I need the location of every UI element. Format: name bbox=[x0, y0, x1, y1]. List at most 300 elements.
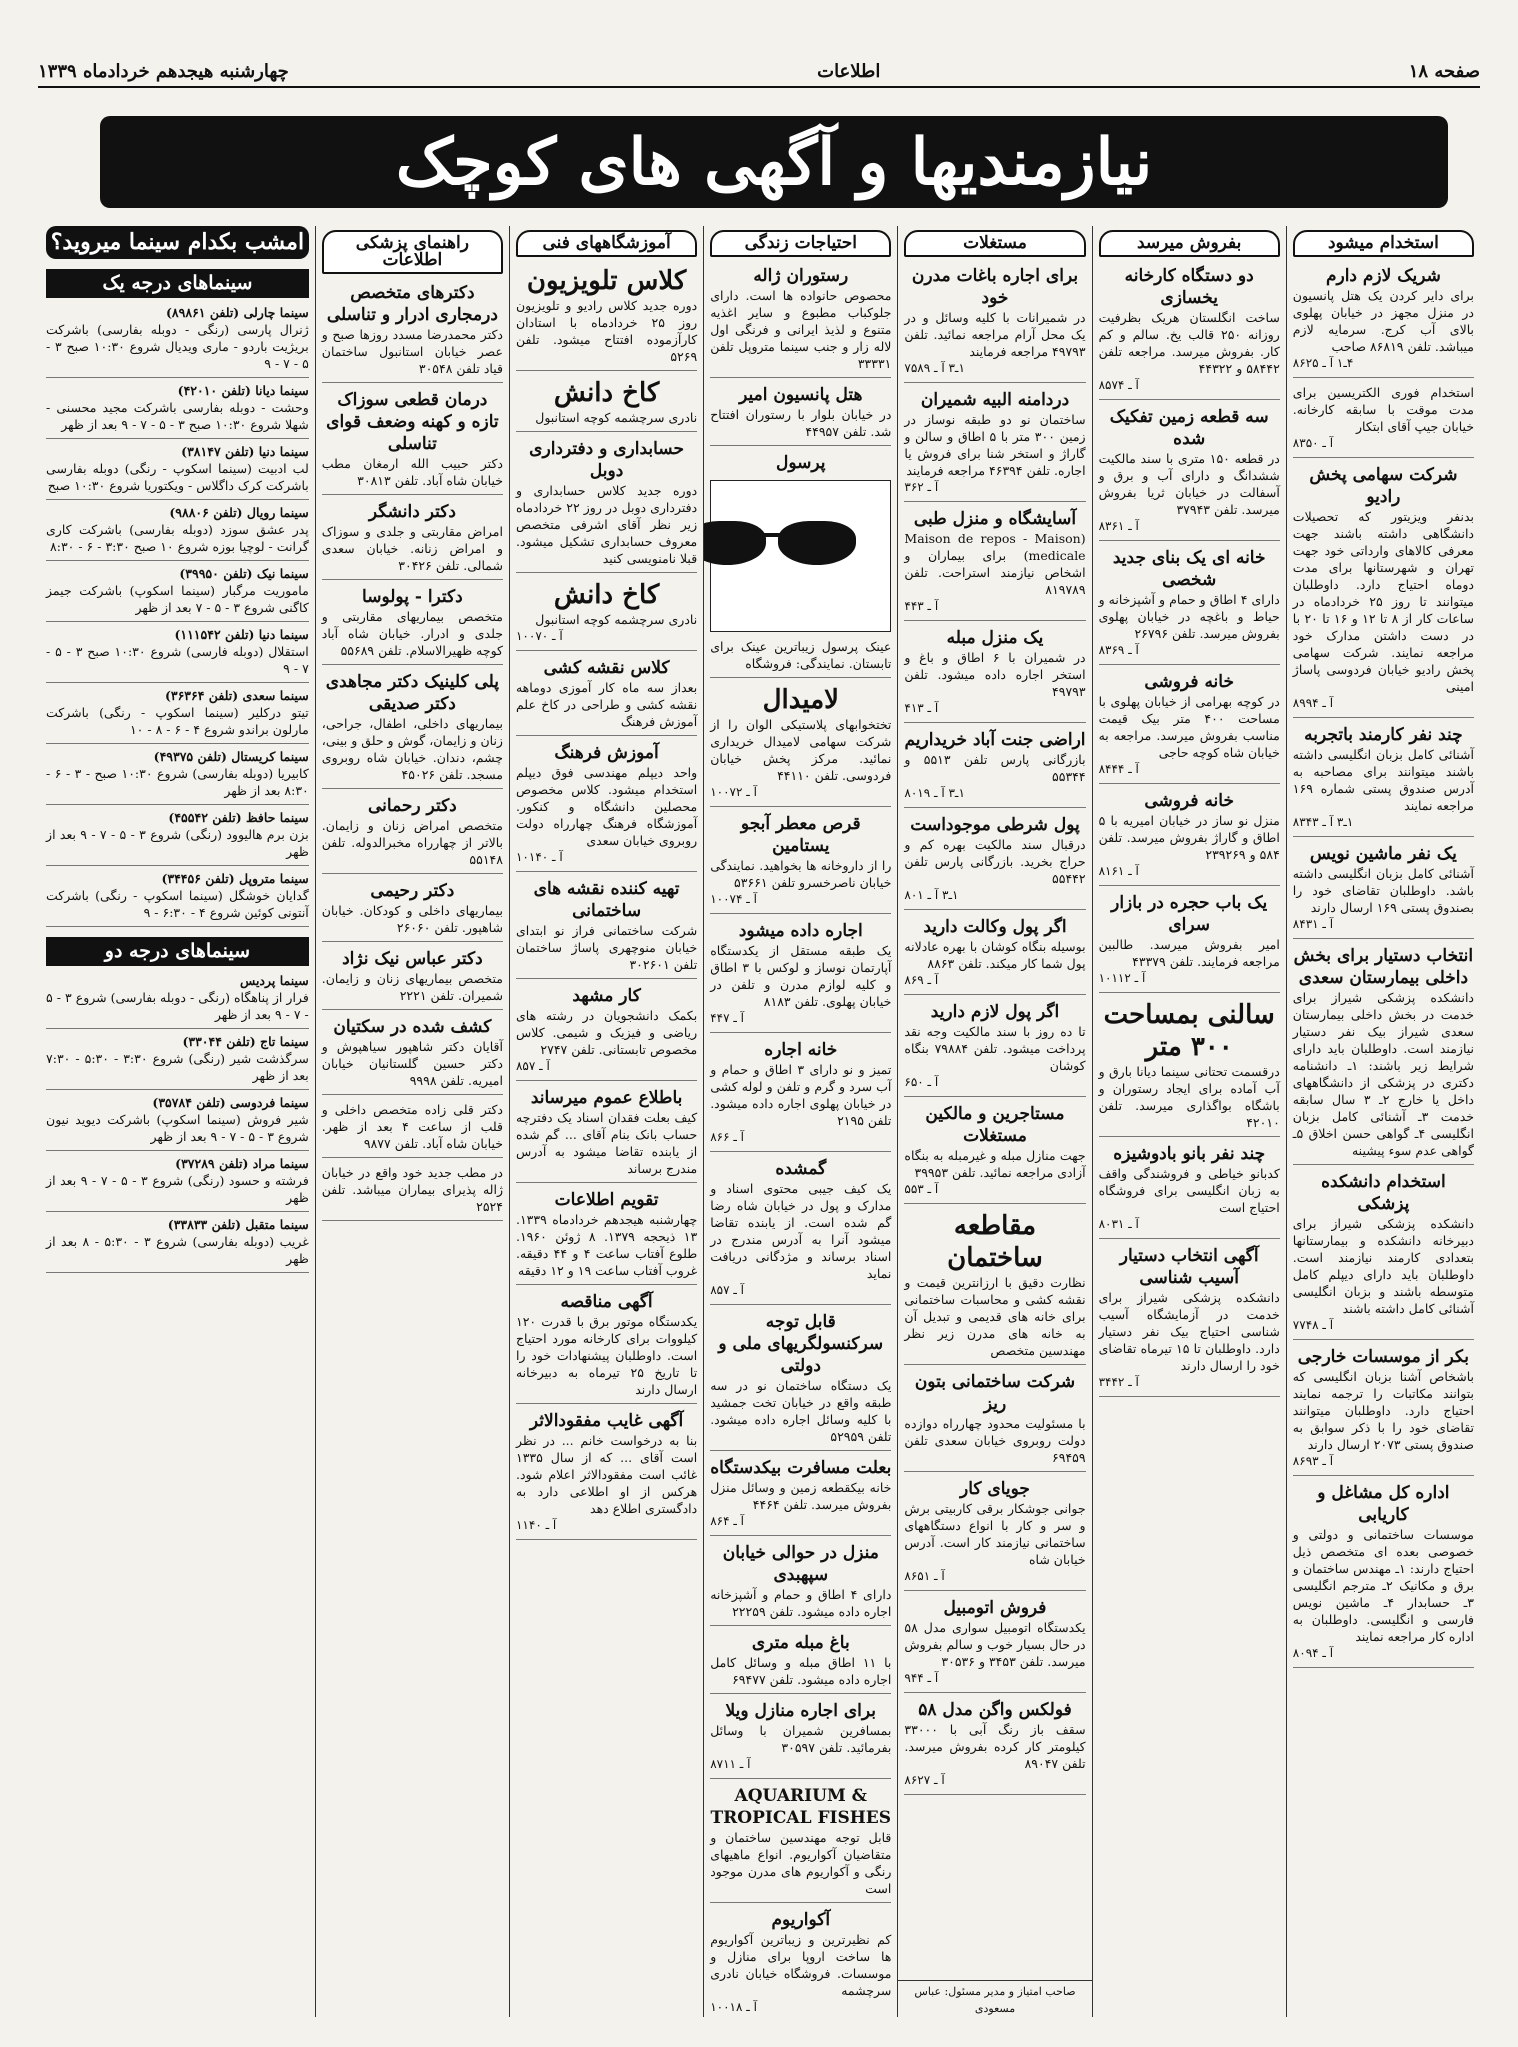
ad-reference: آ ـ ۹۴۴ bbox=[904, 1671, 939, 1685]
ad-text: یک دستگاه ساختمان نو در سه طبقه واقع در خیابان تخت جمشید با کلیه وسائل اجاره داده میشود. تلفن ۵۲۹۵۹ bbox=[710, 1378, 892, 1444]
ad-text: ساختمان نو دو طبقه نوساز در زمین ۳۰۰ متر با ۵ اطاق و سالن و گاراژ و استخر شنا برای فروش یا اجاره. تلفن ۴۶۳۹۴ مراجعه فرمایند bbox=[904, 412, 1086, 478]
ad-title: سینما متقبل (تلفن ۳۳۸۳۳) bbox=[167, 1217, 309, 1232]
ad-reference: آ ـ ۸۶۴ bbox=[710, 1514, 745, 1528]
ad-title: درمان قطعی سوزاک تازه و کهنه وضعف قوای تناسلی bbox=[326, 390, 499, 454]
ad-title: استخدام دانشکده پزشکی bbox=[1321, 1172, 1446, 1214]
classified-ad bbox=[710, 1909, 891, 2017]
ad-text: بزن برم هالیوود (رنگی) شروع ۳ - ۵ - ۷ - ۹ بعد از ظهر bbox=[46, 827, 309, 859]
classified-ad bbox=[322, 795, 503, 874]
ad-reference: آ ـ ۸۶۵۱ bbox=[904, 1569, 945, 1583]
ad-text: امیر بفروش میرسد. طالبین مراجعه فرمایند. تلفن ۴۳۳۷۹ bbox=[1098, 937, 1280, 969]
ad-text: جوانی جوشکار برقی کاربیتی برش و سر و کار با انواع دستگاههای ساختمانی نیازمند کار است. آدرس خیابان شاه bbox=[904, 1501, 1086, 1567]
ad-title: هتل پانسیون امیر bbox=[739, 385, 863, 405]
classified-ad bbox=[710, 1158, 891, 1305]
classified-ad bbox=[1293, 1346, 1474, 1476]
ad-text: در شمیران با ۶ اطاق و باغ و استخر اجاره داده میشود. تلفن ۴۹۷۹۳ bbox=[904, 650, 1086, 699]
classified-ad bbox=[322, 948, 503, 1010]
ad-text: بنا به درخواست خانم ... در نظر است آقای ... که از سال ۱۳۳۵ غائب است مفقودالاثر اعلام شود. هرکس از او اطلاعی دارد به دادگستری اطلاع دهد bbox=[515, 1433, 698, 1516]
ad-title: سینما مراد (تلفن ۳۷۲۸۹) bbox=[175, 1156, 309, 1171]
ad-title: تهیه کننده نقشه های ساختمانی bbox=[533, 879, 680, 921]
ad-title: شریک لازم دارم bbox=[1325, 266, 1441, 286]
ad-title: AQUARIUM & TROPICAL FISHES bbox=[710, 1786, 892, 1828]
ad-text: را از داروخانه ها بخواهید. نمایندگی خیابان ناصرخسرو تلفن ۵۳۶۶۱ bbox=[710, 858, 892, 890]
ad-title: کار مشهد bbox=[572, 986, 641, 1006]
ad-title: اگر پول وکالت دارید bbox=[923, 917, 1067, 937]
ad-reference: آ ـ ۱۰۱۱۲ bbox=[1098, 971, 1146, 985]
ad-text: در شمیرانات با کلیه وسائل و در یک محل آرام مراجعه نمائید. تلفن ۴۹۷۹۳ مراجعه فرمایند bbox=[904, 310, 1086, 359]
classified-ad bbox=[710, 265, 891, 378]
ad-text: باشخاص آشنا بزبان انگلیسی که بتوانند مکاتبات را ترجمه نمایند احتیاج دارد. داوطلبان میتوانند تقاضای خود را با ذکر سوابق به صندوق پستی ۲۰۷۳ ارسال دارند bbox=[1292, 1369, 1474, 1452]
ad-text: بازرگانی پارس تلفن ۵۵۱۳ و ۵۵۳۴۴ bbox=[904, 752, 1086, 784]
column-6 bbox=[315, 226, 509, 2017]
ad-reference: آ ـ ۸۶۹ bbox=[904, 973, 939, 987]
ad-title: رستوران ژاله bbox=[753, 266, 849, 286]
page-number: صفحه ۱۸ bbox=[1408, 60, 1480, 82]
ad-reference: آ ـ ۸۵۷ bbox=[515, 1059, 550, 1073]
ad-text: بوسیله بنگاه کوشان با بهره عادلانه پول شما کار میکند. تلفن ۸۸۶۳ bbox=[904, 939, 1086, 971]
ad-title: سینما چارلی (تلفن ۸۹۸۶۱) bbox=[166, 305, 309, 320]
ad-title: آگهی انتخاب دستیار آسیب شناسی bbox=[1119, 1246, 1259, 1288]
cinema-listing bbox=[46, 1216, 309, 1273]
ad-text: آشنائی کامل بزبان انگلیسی داشته باشد. داوطلبان تقاضای خود را بصندوق پستی ۱۶۹ ارسال دارند bbox=[1292, 866, 1474, 915]
cinema-subheading-2: سینماهای درجه دو bbox=[46, 937, 309, 966]
ad-reference: آ ـ ۱۰۰۷۰ bbox=[515, 629, 563, 643]
classified-ad bbox=[516, 742, 697, 872]
classified-ad bbox=[904, 1371, 1085, 1472]
ad-text: سقف باز رنگ آبی با ۳۳۰۰۰ کیلومتر کار کرده بفروش میرسد. تلفن ۸۹۰۴۷ bbox=[904, 1722, 1086, 1771]
ad-title: آموزش فرهنگ bbox=[554, 743, 659, 763]
ad-text: خانه بیکقطعه زمین و وسائل منزل بفروش میرسد. تلفن ۴۴۶۴ bbox=[710, 1480, 892, 1512]
ad-title: اداره کل مشاغل و کاریابی bbox=[1317, 1483, 1450, 1525]
ad-text: کیف بعلت فقدان اسناد یک دفترچه حساب بانک بنام آقای ... گم شده از یابنده تقاضا میشود به آدرس مندرج برساند bbox=[515, 1110, 698, 1176]
ad-reference: آ ـ ۸۵۷ bbox=[710, 1283, 745, 1297]
classified-ad bbox=[710, 452, 891, 678]
ad-title: انتخاب دستیار برای بخش داخلی بیمارستان سعدی bbox=[1293, 946, 1474, 988]
classified-ad bbox=[322, 389, 503, 495]
ad-text: دانشکده پزشکی شیراز برای دبیرخانه دانشکده و بیمارستانها بتعدادی کارمند نیازمند است. داوطلبان باید دارای دیپلم کامل متوسطه باشند و بزبان انگلیسی آشنائی کامل داشته باشند bbox=[1292, 1216, 1474, 1316]
ad-text: تمیز و نو دارای ۳ اطاق و حمام و آب سرد و گرم و تلفن و لوله کشی در خیابان پهلوی اجاره داده میشود. تلفن ۲۱۹۵ bbox=[710, 1062, 892, 1128]
ad-reference: آ ـ ۸۹۹۴ bbox=[1292, 696, 1334, 710]
classified-ad bbox=[904, 814, 1085, 910]
ad-text: بمسافرین شمیران با وسائل بفرمائید. تلفن ۳۰۵۹۷ bbox=[710, 1723, 892, 1755]
ad-reference: آ ـ ۵۵۳ bbox=[904, 1182, 939, 1196]
classified-ad bbox=[904, 1478, 1085, 1591]
classified-ad bbox=[904, 1001, 1085, 1097]
ad-title: اجاره داده میشود bbox=[738, 921, 863, 941]
ad-title: کلاس تلویزیون bbox=[526, 266, 687, 296]
ad-title: آگهی مناقصه bbox=[560, 1292, 653, 1312]
ad-text: واحد دیپلم مهندسی فوق دیپلم استخدام میشود. کلاس مخصوص محصلین دانشگاه و کنکور. آموزشگاه فرهنگ چهارراه دولت روبروی خیابان سعدی bbox=[515, 765, 698, 848]
cinema-subheading: سینماهای درجه یک bbox=[46, 269, 309, 298]
section-heading: مستغلات bbox=[904, 230, 1085, 257]
cinema-heading: امشب بکدام سینما میروید؟ bbox=[46, 226, 309, 259]
ad-text: با ۱۱ اطاق مبله و وسائل کامل اجاره داده میشود. تلفن ۶۹۴۷۷ bbox=[710, 1655, 892, 1687]
classified-ad bbox=[1293, 945, 1474, 1165]
ad-text: قابل توجه مهندسین ساختمان و متقاضیان آکواریوم. انواع ماهیهای رنگی و آکواریوم های مدرن موجود است bbox=[710, 1830, 892, 1896]
ad-title: یک نفر ماشین نویس bbox=[1309, 844, 1457, 864]
classified-ad bbox=[322, 1016, 503, 1095]
ad-title: گمشده bbox=[775, 1159, 827, 1179]
ad-reference: آ ـ ۸۰۹۴ bbox=[1292, 1646, 1334, 1660]
classified-ad bbox=[1099, 1245, 1280, 1397]
cinema-listing bbox=[46, 1033, 309, 1090]
ad-text: دوره جدید کلاس حسابداری و دفترداری دوبل در روز ۲۲ خردادماه زیر نظر آقای اشرفی متخصص معروف حسابداری تشکیل میشود. قبلا نامنویسی کنید bbox=[515, 483, 698, 566]
ad-reference: آ ـ ۸۴۳۱ bbox=[1292, 917, 1334, 931]
banner-title: نیازمندیها و آگهی های کوچک bbox=[395, 124, 1153, 200]
section-heading: آموزشگاههای فنی bbox=[516, 230, 697, 257]
ad-title: سینما حافظ (تلفن ۴۵۵۴۲) bbox=[168, 810, 309, 825]
ad-title: سینما فردوسی (تلفن ۳۵۷۸۴) bbox=[152, 1095, 309, 1110]
column-7 bbox=[40, 226, 315, 2017]
bridge-icon bbox=[764, 533, 780, 537]
ad-reference: ۱ـ۳ آ ـ ۸۰۱ bbox=[904, 888, 959, 902]
ad-text: در قطعه ۱۵۰ متری با سند مالکیت ششدانگ و دارای آب و برق و آسفالت در خیابان ثریا بفروش میرسد. تلفن ۳۷۹۴۳ bbox=[1098, 451, 1280, 517]
ad-text: یک طبقه مستقل از یکدستگاه آپارتمان نوساز و لوکس با ۳ اطاق و کلیه لوازم مدرن و تلفن در خیابان پهلوی. تلفن ۸۱۸۳ bbox=[710, 943, 892, 1009]
ad-reference: آ ـ ۳۶۲ bbox=[904, 480, 939, 494]
classified-ad bbox=[904, 1597, 1085, 1693]
ad-title: آگهی غایب مفقودالاثر bbox=[529, 1411, 684, 1431]
classified-ad bbox=[1099, 892, 1280, 993]
ad-title: پرسول bbox=[776, 453, 826, 473]
ad-text: دوره جدید کلاس رادیو و تلویزیون روز ۲۵ خردادماه با استادان کارآزموده افتتاح میشود. تلفن ۵۲۶۹ bbox=[515, 298, 698, 364]
lens-icon bbox=[703, 521, 766, 565]
classified-ad bbox=[322, 282, 503, 383]
ad-text: موسسات ساختمانی و دولتی و خصوصی بعده ای متخصص ذیل احتیاج دارند: ۱ـ مهندس ساختمان و برق و مکانیک ۲ـ مترجم انگلیسی ۳ـ حسابدار ۴ـ ماشین نویس فارسی و انگلیسی. داوطلبان به اداره کار مراجعه نمایند bbox=[1292, 1527, 1474, 1644]
ad-text: نادری سرچشمه کوچه استانبول bbox=[535, 612, 698, 627]
ad-title: کشف شده در سکتیان bbox=[333, 1017, 492, 1037]
ad-text: غریب (دوبله بفارسی) شروع ۳ - ۵:۳۰ - ۸ بعد از ظهر bbox=[46, 1234, 309, 1266]
classified-ad bbox=[1099, 671, 1280, 784]
classified-ad bbox=[1099, 999, 1280, 1137]
classified-ad bbox=[322, 1101, 503, 1158]
ad-text: یکدستگاه اتومبیل سواری مدل ۵۸ در حال بسیار خوب و سالم بفروش میرسد. تلفن ۳۴۵۳ و ۳۰۵۳۶ bbox=[904, 1620, 1086, 1669]
ad-text: استقلال (دوبله فارسی) شروع ۱۰:۳۰ صبح ۳ - ۵ - ۷ - ۹ bbox=[46, 644, 309, 676]
classified-ad bbox=[904, 265, 1085, 383]
ad-title: سینما دنیا (تلفن ۳۸۱۴۷) bbox=[181, 444, 309, 459]
ad-reference: آ ـ ۴۱۳ bbox=[904, 701, 939, 715]
ad-text: برای دایر کردن یک هتل پانسیون در منزل مجهز در خیابان پهلوی بالای آب کرج. سرمایه لازم میباشد. تلفن ۸۶۸۱۹ صاحب bbox=[1292, 288, 1474, 354]
classified-ad bbox=[516, 1291, 697, 1404]
column-4 bbox=[703, 226, 897, 2017]
ad-title: سینما رویال (تلفن ۹۸۸۰۶) bbox=[169, 505, 309, 520]
page-header bbox=[38, 56, 1480, 88]
ad-text: دکتر قلی زاده متخصص داخلی و قلب از ساعت ۴ بعد از ظهر. خیابان شاه آباد. تلفن ۹۸۷۷ bbox=[321, 1102, 503, 1151]
ad-title: مقاطعه ساختمان bbox=[947, 1211, 1043, 1273]
cinema-listing bbox=[46, 809, 309, 866]
ad-reference: ۱ـ۳ آ ـ ۸۰۱۹ bbox=[904, 786, 965, 800]
ad-text: امراض مقاربتی و جلدی و سوزاک و امراض زنانه. خیابان سعدی شمالی. تلفن ۳۰۴۲۶ bbox=[321, 524, 503, 573]
ad-reference: آ ـ ۱۱۴۰ bbox=[515, 1518, 557, 1532]
ad-title: دکتر رحمانی bbox=[368, 796, 457, 816]
ad-text: استخدام فوری الکتریسین برای مدت موقت با سابقه کارخانه. خیابان جیپ آقای ابتکار bbox=[1292, 385, 1474, 434]
ad-reference: آ ـ ۴۴۳ bbox=[904, 599, 939, 613]
column-2 bbox=[1092, 226, 1286, 2017]
ad-reference: آ ـ ۸۳۶۱ bbox=[1098, 519, 1139, 533]
ad-title: سینما دنیا (تلفن ۱۱۱۵۴۲) bbox=[174, 627, 309, 642]
classified-ad bbox=[710, 1457, 891, 1536]
ad-title: فولکس واگن مدل ۵۸ bbox=[918, 1700, 1072, 1720]
cinema-listing bbox=[46, 687, 309, 744]
ad-title: سالنی بمساحت ۳۰۰ متر bbox=[1103, 1000, 1275, 1062]
ad-reference: آ ـ ۸۰۳۱ bbox=[1098, 1217, 1139, 1231]
classified-ad bbox=[1099, 1143, 1280, 1239]
section-heading: احتیاجات زندگی bbox=[710, 230, 891, 257]
sunglasses-image bbox=[710, 480, 891, 632]
ad-title: اراضی جنت آباد خریداریم bbox=[904, 730, 1086, 750]
ad-text: پدر عشق سوزد (دوبله بفارسی) باشرکت کاری گرانت - لوچیا بوزه شروع ۱۰ صبح ۳:۳۰ - ۶ - ۸:۳۰ bbox=[46, 522, 309, 554]
ad-reference: آ ـ ۱۰۰۱۸ bbox=[710, 2000, 757, 2014]
classified-ad bbox=[1293, 384, 1474, 458]
classified-ad bbox=[1293, 464, 1474, 718]
ad-text: درقسمت تحتانی سینما دیانا بارق و آب آماده برای ایجاد رستوران و باشگاه بواگذاری میرسد. تلفن ۴۲۰۱۰ bbox=[1098, 1064, 1280, 1130]
classified-ad bbox=[322, 880, 503, 942]
cinema-listing bbox=[46, 748, 309, 805]
ad-text: بدنفر ویزیتور که تحصیلات دانشگاهی داشته باشند جهت معرفی کالاهای وارداتی خود جهت تهران و شهرستانها برای مدت دوماه احتیاج دارد. داوطلبان میتوانند تا روز ۲۵ خردادماه در ساعات کار از ۸ تا ۱۲ و ۱۶ تا ۲۰ با در دست داشتن مدارک خود مراجعه نمایند. شرکت سهامی پخش رادیو خیابان فردوسی پاساژ امینی bbox=[1292, 509, 1474, 694]
ad-title: دردامنه البیه شمیران bbox=[920, 390, 1070, 410]
ad-text: دکتر حبیب الله ارمغان مطب خیابان شاه آباد. تلفن ۳۰۸۱۳ bbox=[321, 456, 503, 488]
ad-title: پول شرطی موجوداست bbox=[910, 815, 1080, 835]
classified-ad bbox=[1293, 265, 1474, 378]
classified-ad bbox=[710, 920, 891, 1033]
cinema-listing bbox=[46, 304, 309, 378]
ad-title: دکتر دانشگر bbox=[368, 502, 456, 522]
ad-text: فرشته و حسود (رنگی) شروع ۳ - ۵ - ۷ - ۹ بعد از ظهر bbox=[46, 1173, 309, 1205]
ad-title: دکتر عباس نیک نژاد bbox=[342, 949, 483, 969]
ad-text: متخصص امراض زنان و زایمان. بالاتر از چهارراه مخبرالدوله. تلفن ۵۵۱۴۸ bbox=[321, 818, 503, 867]
classified-ad bbox=[1293, 843, 1474, 939]
ad-text: با مسئولیت محدود چهارراه دوازده دولت روبروی خیابان سعدی تلفن ۶۹۴۵۹ bbox=[904, 1416, 1086, 1465]
classified-ad bbox=[710, 813, 891, 914]
ad-title: مستاجرین و مالکین مستغلات bbox=[925, 1104, 1065, 1146]
ad-title: لامیدال bbox=[762, 685, 839, 715]
classified-ad bbox=[710, 1542, 891, 1626]
ad-text: در کوچه بهرامی از خیابان پهلوی با مساحت ۴۰۰ متر بیک قیمت مناسب بفروش میرسد. مراجعه به خیابان شاه کوچه حاجی bbox=[1098, 694, 1280, 760]
ad-title: خانه فروشی bbox=[1144, 672, 1234, 692]
columns-container bbox=[40, 226, 1480, 2017]
classified-ad bbox=[904, 916, 1085, 995]
ad-text: دانشکده پزشکی شیراز برای خدمت در بخش داخلی بیمارستان سعدی شیراز بیک نفر دستیار نیازمند است. داوطلبان باید دارای شرایط زیر باشند: ۱ـ دانشنامه دکتری در پزشکی از دانشگاههای داخل یا خارج ۲ـ ۳ سال سابقه خدمت ۳ـ آشنائی کامل بزبان انگلیسی ۴ـ گواهی حسن اخلاق ۵ـ گواهی عدم سوء پیشینه bbox=[1292, 990, 1474, 1158]
footer-credit: صاحب امتیاز و مدیر مسئول: عباس مسعودی bbox=[898, 1980, 1091, 2017]
ad-text: جهت منازل مبله و غیرمبله به بنگاه آزادی مراجعه نمائید. تلفن ۳۹۹۵۳ bbox=[904, 1148, 1086, 1180]
ad-title: یک منزل مبله bbox=[946, 628, 1044, 648]
cinema-listing bbox=[46, 1094, 309, 1151]
ad-title: منزل در حوالی خیابان سپهبدی bbox=[722, 1543, 879, 1585]
ad-title: یک باب حجره در بازار سرای bbox=[1111, 893, 1268, 935]
ad-text: در مطب جدید خود واقع در خیابان ژاله پذیرای بیماران میباشد. تلفن ۲۵۲۴ bbox=[321, 1165, 503, 1214]
ad-text: شیر فروش (سینما اسکوپ) باشرکت دیوید نیون شروع ۳ - ۵ - ۷ - ۹ بعد از ظهر bbox=[46, 1112, 309, 1144]
classified-ad bbox=[710, 1700, 891, 1779]
ad-text: فرار از پناهگاه (رنگی - دوبله بفارسی) شروع ۳ - ۵ - ۷ - ۹ بعد از ظهر bbox=[46, 990, 309, 1022]
ad-text: کدبانو خیاطی و فروشندگی واقف به زبان انگلیسی برای فروشگاه احتیاج است bbox=[1098, 1166, 1280, 1215]
ad-title: اگر پول لازم دارید bbox=[930, 1002, 1060, 1022]
ad-title: چند نفر کارمند باتجربه bbox=[1304, 725, 1463, 745]
ad-reference: آ ـ ۸۳۵۰ bbox=[1292, 436, 1334, 450]
ad-text: کم نظیرترین و زیباترین آکواریوم ها ساخت اروپا برای منازل و موسسات. فروشگاه خیابان نادری سرچشمه bbox=[710, 1932, 892, 1998]
classified-ad bbox=[904, 1103, 1085, 1204]
ad-text: آقایان دکتر شاهپور سیاهپوش و دکتر حسین گلستانیان خیابان امیریه. تلفن ۹۹۹۸ bbox=[321, 1039, 503, 1088]
classified-ad bbox=[1293, 724, 1474, 837]
ad-reference: آ ـ ۸۵۷۴ bbox=[1098, 378, 1139, 392]
classified-ad bbox=[322, 501, 503, 580]
ad-text: تا ده روز با سند مالکیت وجه نقد پرداخت میشود. تلفن ۷۹۸۸۴ بنگاه کوشان bbox=[904, 1024, 1086, 1073]
ad-title: سینما کریستال (تلفن ۴۹۳۷۵) bbox=[153, 749, 309, 764]
classified-ad bbox=[710, 384, 891, 446]
classified-ad bbox=[516, 878, 697, 979]
cinema-listing bbox=[46, 626, 309, 683]
column-1 bbox=[1286, 226, 1480, 2017]
ad-reference: ۱ـ۳ آ ـ ۷۵۸۹ bbox=[904, 361, 965, 375]
classified-ad bbox=[710, 1632, 891, 1694]
ad-title: دکترا - پولوسا bbox=[362, 587, 463, 607]
column-3 bbox=[897, 226, 1091, 2017]
ad-title: سه قطعه زمین تفکیک شده bbox=[1109, 407, 1269, 449]
ad-title: چند نفر بانو بادوشیزه bbox=[1113, 1144, 1266, 1164]
classified-ad bbox=[904, 508, 1085, 621]
issue-date: چهارشنبه هیجدهم خردادماه ۱۳۳۹ bbox=[38, 60, 289, 82]
ad-title: فروش اتومبیل bbox=[943, 1598, 1047, 1618]
classified-ad bbox=[1293, 1482, 1474, 1668]
ad-reference: آ ـ ۸۶۹۳ bbox=[1292, 1454, 1334, 1468]
ad-title: سینما دیانا (تلفن ۴۲۰۱۰) bbox=[177, 383, 309, 398]
ad-text: یکدستگاه موتور برق با قدرت ۱۲۰ کیلووات برای کارخانه مورد احتیاج است. داوطلبان پیشنهادات خود را تا تاریخ ۲۵ تیرماه به دبیرخانه ارسال دارند bbox=[515, 1314, 698, 1397]
ad-title: دکتر رحیمی bbox=[370, 881, 455, 901]
classifieds-banner bbox=[100, 116, 1448, 208]
ad-title: سینما سعدی (تلفن ۳۶۳۶۴) bbox=[164, 688, 309, 703]
lens-icon bbox=[778, 521, 856, 565]
classified-ad bbox=[516, 1410, 697, 1540]
ad-text: یک کیف جیبی محتوی اسناد و مدارک و پول در خیابان شاه رضا گم شده است. از یابنده تقاضا میشود آنرا به آدرس مندرج در اسناد برساند و مژدگانی دریافت نماید bbox=[710, 1181, 892, 1281]
ad-title: سینما پردیس bbox=[240, 973, 309, 988]
ad-title: شرکت ساختمانی بتون ریز bbox=[914, 1372, 1076, 1414]
ad-text: سرگذشت شیر (رنگی) شروع ۳:۳۰ - ۵:۳۰ - ۷:۳۰ بعد از ظهر bbox=[46, 1051, 309, 1083]
ad-title: بکر از موسسات خارجی bbox=[1297, 1347, 1470, 1367]
classified-ad bbox=[322, 1164, 503, 1221]
ad-title: برای اجاره باغات مدرن خود bbox=[911, 266, 1079, 308]
ad-text: شرکت ساختمانی فراز نو ابتدای خیابان منوچهری پاساژ ساختمان تلفن ۳۰۲۶۰۱ bbox=[515, 923, 698, 972]
ad-reference: آ ـ ۸۱۶۱ bbox=[1098, 864, 1139, 878]
ad-text: لب ادبیت (سینما اسکوپ - رنگی) دوبله بفارسی باشرکت کرک داگلاس - ویکتوریا شروع ۱۰:۳۰ صبح bbox=[46, 461, 309, 493]
ad-title: شرکت سهامی پخش رادیو bbox=[1309, 465, 1458, 507]
ad-text: دانشکده پزشکی شیراز برای خدمت در آزمایشگاه آسیب شناسی احتیاج بیک نفر دستیار دارد. داوطلبان تا ۱۵ تیرماه تقاضای خود را ارسال دارند bbox=[1098, 1290, 1280, 1373]
ad-reference: آ ـ ۸۷۱۱ bbox=[710, 1757, 751, 1771]
classified-ad bbox=[904, 729, 1085, 808]
paper-name: اطلاعات bbox=[817, 60, 881, 82]
ad-text: ژنرال پارسی (رنگی - دوبله بفارسی) باشرکت بریژیت باردو - ماری ویدیال شروع ۱۰:۳۰ صبح ۳ - ۵ - ۷ - ۹ bbox=[46, 322, 309, 371]
ad-text: متخصص بیماریهای زنان و زایمان. شمیران. تلفن ۲۲۲۱ bbox=[321, 971, 503, 1003]
ad-text: نادری سرچشمه کوچه استانبول bbox=[535, 410, 698, 425]
ad-title: آکواریوم bbox=[771, 1910, 831, 1930]
ad-reference: آ ـ ۸۶۲۷ bbox=[904, 1773, 945, 1787]
cinema-listing bbox=[46, 972, 309, 1029]
ad-text: دکتر محمدرضا مسدد روزها صبح و عصر خیابان استانبول ساختمان قیاد تلفن ۳۰۵۴۸ bbox=[321, 327, 503, 376]
ad-text: وحشت - دوبله بفارسی باشرکت مجید محسنی - شهلا شروع ۱۰:۳۰ صبح ۳ - ۵ - ۷ - ۹ بعد از ظهر bbox=[46, 400, 309, 432]
classified-ad bbox=[710, 1311, 891, 1451]
classified-ad bbox=[1099, 406, 1280, 541]
ad-title: حسابداری و دفترداری دوبل bbox=[529, 439, 684, 481]
ad-text: کابیریا (دوبله بفارسی) شروع ۱۰:۳۰ صبح - ۳ - ۶ - ۸:۳۰ بعد از ظهر bbox=[46, 766, 309, 798]
ad-reference: ۴ـ۱ آ ـ ۸۶۲۵ bbox=[1292, 356, 1354, 370]
classified-ad bbox=[1293, 1171, 1474, 1340]
cinema-listing bbox=[46, 870, 309, 927]
ad-title: خانه فروشی bbox=[1144, 791, 1234, 811]
column-5 bbox=[509, 226, 703, 2017]
ad-reference: آ ـ ۸۶۶ bbox=[710, 1130, 745, 1144]
ad-title: باغ مبله متری bbox=[751, 1633, 850, 1653]
ad-title: قرص معطر آبجو یستامین bbox=[740, 814, 861, 856]
classified-ad bbox=[516, 1189, 697, 1285]
section-heading: استخدام میشود bbox=[1293, 230, 1474, 257]
classified-ad bbox=[904, 1699, 1085, 1795]
ad-text: محصوص حانواده ها است. دارای جلوکباب مطبوع و سایر اغذیه متنوع و لذیذ ایرانی و فرنگی اول لاله زار و جنب سینما متروپل تلفن ۳۳۳۳۱ bbox=[710, 288, 892, 371]
ad-text: بعداز سه ماه کار آموزی دوماهه نقشه کشی و طراحی در کاخ علم آموزش فرهنگ bbox=[515, 680, 698, 729]
ad-text: چهارشنبه هیجدهم خردادماه ۱۳۳۹. ۱۳ ذیحجه ۱۳۷۹. ۸ ژوئن ۱۹۶۰. طلوع آفتاب ساعت ۴ و ۴۴ دقیقه. غروب آفتاب ساعت ۱۹ و ۱۲ دقیقه bbox=[515, 1212, 698, 1278]
ad-reference: ۱ـ۳ آ ـ ۸۳۴۳ bbox=[1292, 815, 1354, 829]
ad-title: کلاس نقشه کشی bbox=[543, 658, 670, 678]
ad-text: بکمک دانشجویان در رشته های ریاضی و فیزیک و شیمی. کلاس مخصوص تابستانی. تلفن ۲۷۴۷ bbox=[515, 1008, 698, 1057]
ad-title: خانه ای یک بنای جدید شخصی bbox=[1112, 548, 1266, 590]
ad-text: تیتو درکلیر (سینما اسکوپ - رنگی) باشرکت مارلون براندو شروع ۴ - ۶ - ۸ - ۱۰ bbox=[46, 705, 309, 737]
cinema-listing bbox=[46, 1155, 309, 1212]
ad-reference: آ ـ ۷۷۴۸ bbox=[1292, 1318, 1334, 1332]
cinema-listing bbox=[46, 565, 309, 622]
ad-title: سینما نیک (تلفن ۳۹۹۵۰) bbox=[179, 566, 309, 581]
classified-ad bbox=[516, 657, 697, 736]
ad-reference: آ ـ ۸۴۴۴ bbox=[1098, 762, 1139, 776]
classified-ad bbox=[516, 1087, 697, 1183]
ad-title: دکترهای متخصص درمجاری ادرار و تناسلی bbox=[326, 283, 498, 325]
cinema-listing bbox=[46, 443, 309, 500]
ad-title: کاخ دانش bbox=[553, 580, 660, 610]
classified-ad bbox=[516, 438, 697, 573]
classified-ad bbox=[516, 985, 697, 1081]
cinema-listing bbox=[46, 382, 309, 439]
ad-reference: آ ـ ۱۰۰۷۲ bbox=[710, 785, 757, 799]
ad-reference: آ ـ ۱۰۱۴۰ bbox=[515, 850, 563, 864]
classified-ad bbox=[710, 684, 891, 807]
ad-title: بعلت مسافرت بیکدستگاه bbox=[710, 1458, 892, 1478]
ad-text: ساخت انگلستان هریک بظرفیت روزانه ۲۵۰ قالب یخ. سالم و کم کار. بفروش میرسد. مراجعه تلفن ۵۸۴۴۲ و ۴۴۳۲۲ bbox=[1098, 310, 1280, 376]
ad-title: برای اجاره منازل ویلا bbox=[725, 1701, 877, 1721]
ad-title: باطلاع عموم میرساند bbox=[530, 1088, 683, 1108]
classified-ad bbox=[904, 1210, 1085, 1365]
classified-ad bbox=[904, 627, 1085, 723]
ad-title: سینما متروپل (تلفن ۳۴۴۵۶) bbox=[161, 871, 309, 886]
classified-ad bbox=[322, 671, 503, 789]
ad-text: گدایان خوشگل (سینما اسکوپ - رنگی) باشرکت آنتونی کوئین شروع ۴ - ۶:۳۰ - ۹ bbox=[46, 888, 309, 920]
ad-text: آشنائی کامل بزبان انگلیسی داشته باشند میتوانند برای مصاحبه به آدرس صندوق پستی شماره ۱۶۹ مراجعه نمایند bbox=[1292, 747, 1474, 813]
ad-text: منزل نو ساز در خیابان امیریه با ۵ اطاق و گاراژ بفروش میرسد. تلفن ۵۸۴ و ۲۳۹۲۶۹ bbox=[1098, 813, 1280, 862]
classified-ad bbox=[904, 389, 1085, 502]
ad-title: سینما تاج (تلفن ۳۳۰۴۴) bbox=[182, 1034, 309, 1049]
ad-text: متخصص بیماریهای مقاربتی و جلدی و ادرار. خیابان شاه آباد کوچه ظهیرالاسلام. تلفن ۵۵۶۸۹ bbox=[321, 609, 503, 658]
section-heading: راهنمای پزشکی اطلاعات bbox=[322, 230, 503, 274]
ad-title: پلی کلینیک دکتر مجاهدی دکتر صدیقی bbox=[325, 672, 499, 714]
classified-ad bbox=[322, 586, 503, 665]
ad-title: تقویم اطلاعات bbox=[554, 1190, 659, 1210]
ad-title: خانه اجاره bbox=[764, 1040, 838, 1060]
ad-text: بیماریهای داخلی، اطفال، جراحی، زنان و زایمان، گوش و حلق و بینی، چشم، دندان. خیابان شاه روبروی مسجد. تلفن ۴۵۰۲۶ bbox=[321, 716, 503, 782]
ad-reference: آ ـ ۶۵۰ bbox=[904, 1075, 939, 1089]
cinema-listing bbox=[46, 504, 309, 561]
ad-text: دارای ۴ اطاق و حمام و آشپزخانه اجاره داده میشود. تلفن ۲۲۲۵۹ bbox=[710, 1587, 892, 1619]
ad-reference: آ ـ ۱۰۰۷۴ bbox=[710, 892, 757, 906]
ad-text: در خیابان بلوار با رستوران افتتاح شد. تلفن ۴۴۹۵۷ bbox=[710, 407, 892, 439]
ad-title: جویای کار bbox=[960, 1479, 1030, 1499]
ad-text: درقبال سند مالکیت بهره کم و حراج بخرید. بازرگانی پارس تلفن ۵۵۴۴۲ bbox=[904, 837, 1086, 886]
ad-text: (Maison de repos - Maison medicale) برای بیماران و اشخاص نیازمند استراحت. تلفن ۸۱۹۷۸۹ bbox=[904, 531, 1086, 597]
ad-reference: آ ـ ۴۴۷ bbox=[710, 1011, 745, 1025]
classified-ad bbox=[1099, 790, 1280, 886]
